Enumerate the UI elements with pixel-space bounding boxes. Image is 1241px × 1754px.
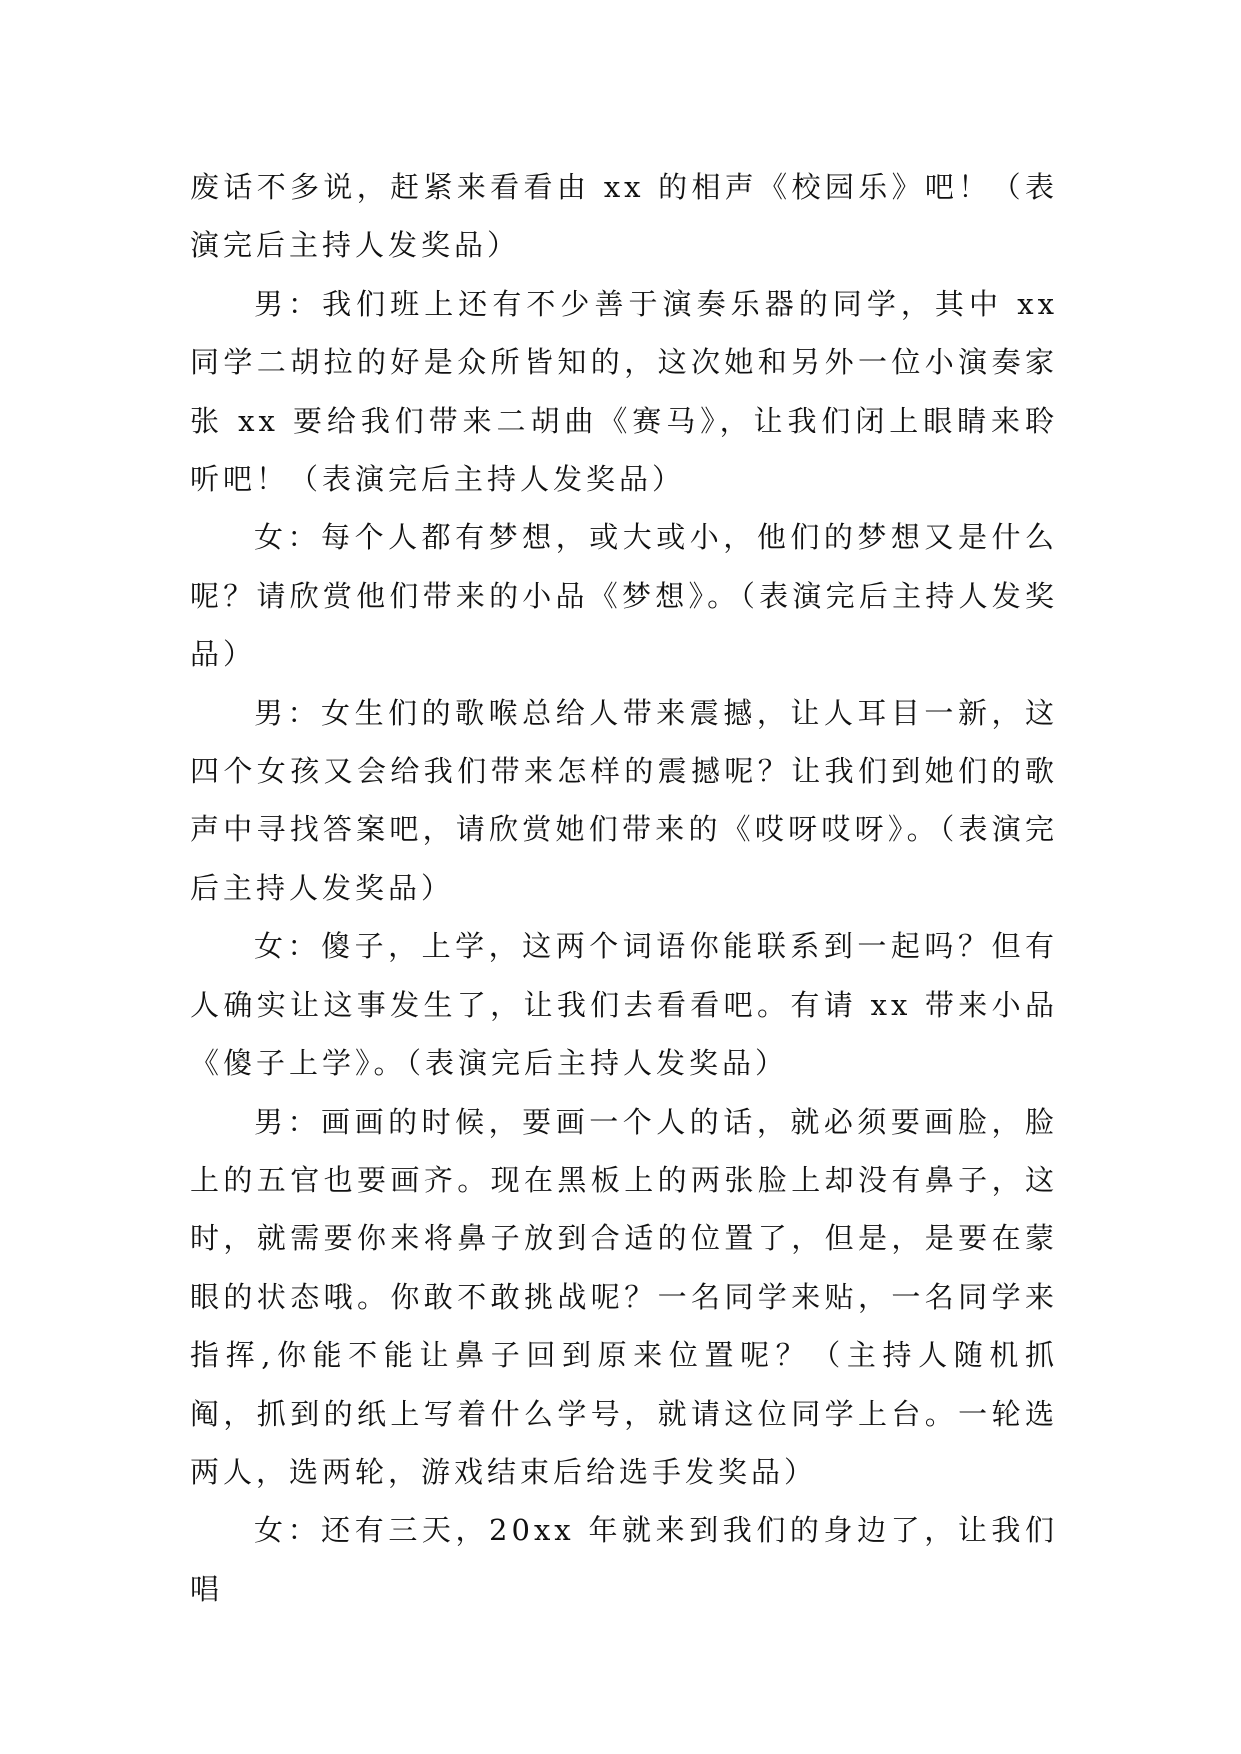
paragraph-male-erhu: 男：我们班上还有不少善于演奏乐器的同学，其中 xx 同学二胡拉的好是众所皆知的，这次她和另外一位小演奏家张 xx 要给我们带来二胡曲《赛马》，让我们闭上眼睛来聆听吧！（表演完后主持人发奖品） — [190, 286, 1058, 497]
document-body — [190, 158, 1058, 1618]
paragraph-continuation: 废话不多说，赶紧来看看由 xx 的相声《校园乐》吧！（表演完后主持人发奖品） — [190, 170, 1058, 263]
paragraph-male-nose-game: 男：画画的时候，要画一个人的话，就必须要画脸，脸上的五官也要画齐。现在黑板上的两张脸上却没有鼻子，这时，就需要你来将鼻子放到合适的位置了，但是，是要在蒙眼的状态哦。你敢不敢挑战呢？一名同学来贴，一名同学来指挥,你能不能让鼻子回到原来位置呢？（主持人随机抓阄，抓到的纸上写着什么学号，就请这位同学上台。一轮选两人，选两轮，游戏结束后给选手发奖品） — [190, 1104, 1058, 1489]
paragraph-male-song: 男：女生们的歌喉总给人带来震撼，让人耳目一新，这四个女孩又会给我们带来怎样的震撼呢？让我们到她们的歌声中寻找答案吧，请欣赏她们带来的《哎呀哎呀》。（表演完后主持人发奖品） — [190, 695, 1058, 905]
paragraph-female-dream: 女：每个人都有梦想，或大或小，他们的梦想又是什么呢？请欣赏他们带来的小品《梦想》。（表演完后主持人发奖品） — [190, 520, 1058, 672]
paragraph-female-skit: 女：傻子，上学，这两个词语你能联系到一起吗？但有人确实让这事发生了，让我们去看看吧。有请 xx 带来小品《傻子上学》。（表演完后主持人发奖品） — [190, 929, 1058, 1081]
paragraph-female-new-year: 女：还有三天，20xx 年就来到我们的身边了，让我们唱 — [190, 1513, 1058, 1606]
